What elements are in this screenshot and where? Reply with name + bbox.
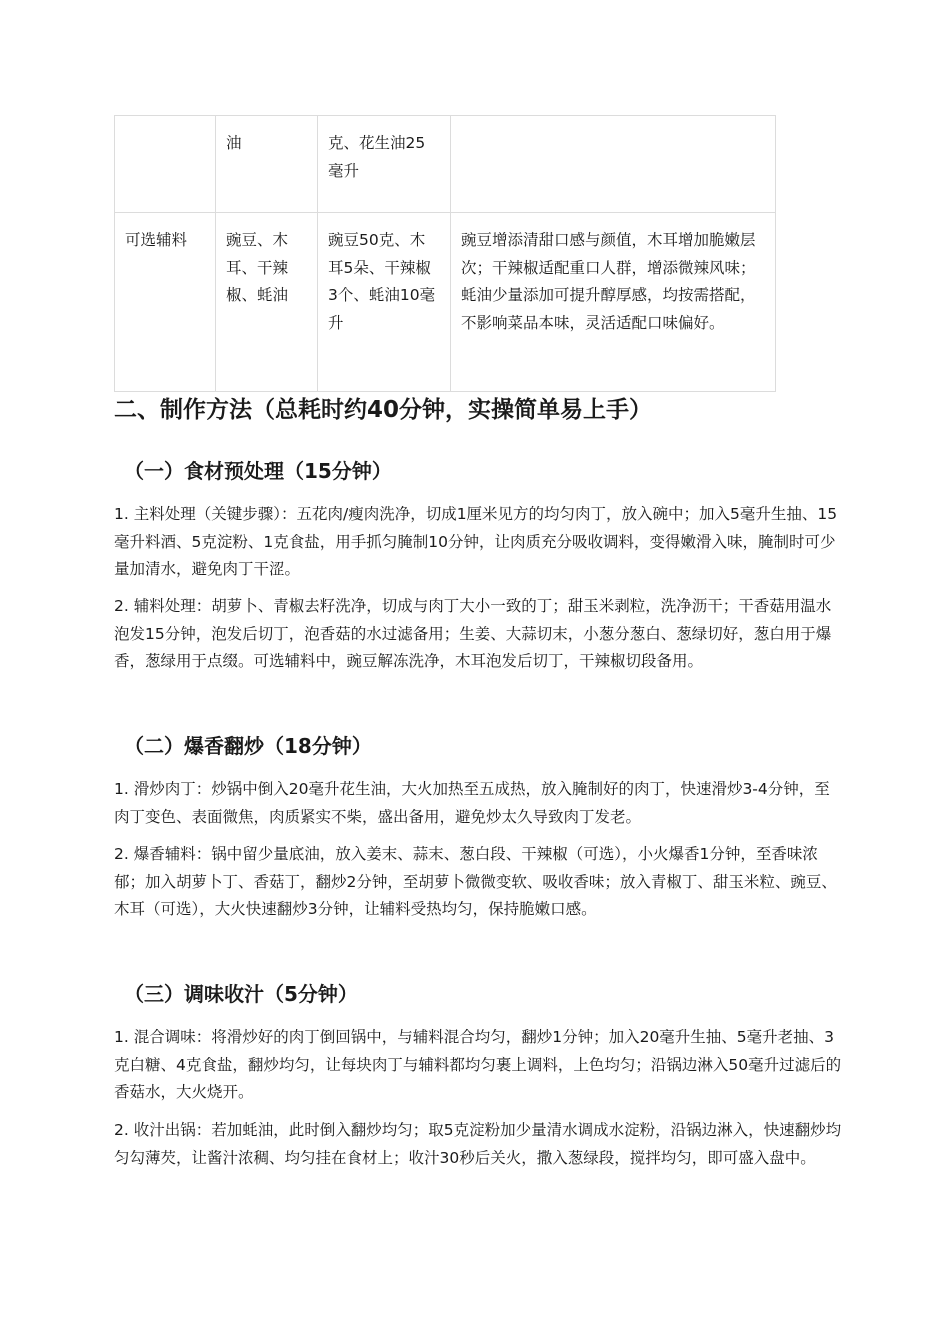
- section-heading: 二、制作方法（总耗时约40分钟，实操简单易上手）: [114, 397, 653, 423]
- paragraph: 1. 主料处理（关键步骤）：五花肉/瘦肉洗净，切成1厘米见方的均匀肉丁，放入碗中；加入5毫升生抽、15毫升料酒、5克淀粉、1克食盐，用手抓匀腌制10分钟，让肉质充分吸收调料，变得嫩滑入味，腌制时可少量加清水，避免肉丁干涩。: [114, 505, 838, 579]
- subsection-heading-prep: （一）食材预处理（15分钟）: [124, 459, 392, 483]
- table-cell: 豌豆50克、木耳5朵、干辣椒3个、蚝油10毫升: [318, 213, 451, 392]
- table-cell: 油: [216, 116, 318, 213]
- table-cell: 克、花生油25毫升: [318, 116, 451, 213]
- subsection-heading-season: （三）调味收汁（5分钟）: [124, 982, 358, 1006]
- paragraph: 2. 收汁出锅：若加蚝油，此时倒入翻炒均匀；取5克淀粉加少量清水调成水淀粉，沿锅边淋入，快速翻炒均匀勾薄芡，让酱汁浓稠、均匀挂在食材上；收汁30秒后关火，撒入葱绿段，搅拌均匀，即可盛入盘中。: [114, 1121, 842, 1167]
- ingredients-table: [114, 115, 776, 392]
- table-cell: [115, 116, 216, 213]
- paragraph: 1. 滑炒肉丁：炒锅中倒入20毫升花生油，大火加热至五成热，放入腌制好的肉丁，快速滑炒3-4分钟，至肉丁变色、表面微焦，肉质紧实不柴，盛出备用，避免炒太久导致肉丁发老。: [114, 780, 830, 826]
- table-row: [115, 116, 776, 213]
- table-row: [115, 213, 776, 392]
- subsection-heading-stirfry: （二）爆香翻炒（18分钟）: [124, 734, 372, 758]
- table-cell: 可选辅料: [115, 213, 216, 392]
- paragraph: 2. 爆香辅料：锅中留少量底油，放入姜末、蒜末、葱白段、干辣椒（可选），小火爆香1分钟，至香味浓郁；加入胡萝卜丁、香菇丁，翻炒2分钟，至胡萝卜微微变软、吸收香味；放入青椒丁、甜玉米粒、豌豆、木耳（可选），大火快速翻炒3分钟，让辅料受热均匀，保持脆嫩口感。: [114, 845, 837, 919]
- table-cell: 豌豆增添清甜口感与颜值，木耳增加脆嫩层次；干辣椒适配重口人群，增添微辣风味；蚝油少量添加可提升醇厚感，均按需搭配，不影响菜品本味，灵活适配口味偏好。: [451, 213, 776, 392]
- paragraph: 1. 混合调味：将滑炒好的肉丁倒回锅中，与辅料混合均匀，翻炒1分钟；加入20毫升生抽、5毫升老抽、3克白糖、4克食盐，翻炒均匀，让每块肉丁与辅料都均匀裹上调料，上色均匀；沿锅边淋入50毫升过滤后的香菇水，大火烧开。: [114, 1028, 842, 1102]
- table-cell: [451, 116, 776, 213]
- paragraph: 2. 辅料处理：胡萝卜、青椒去籽洗净，切成与肉丁大小一致的丁；甜玉米剥粒，洗净沥干；干香菇用温水泡发15分钟，泡发后切丁，泡香菇的水过滤备用；生姜、大蒜切末，小葱分葱白、葱绿切好，葱白用于爆香，葱绿用于点缀。可选辅料中，豌豆解冻洗净，木耳泡发后切丁，干辣椒切段备用。: [114, 597, 832, 671]
- table-cell: 豌豆、木耳、干辣椒、蚝油: [216, 213, 318, 392]
